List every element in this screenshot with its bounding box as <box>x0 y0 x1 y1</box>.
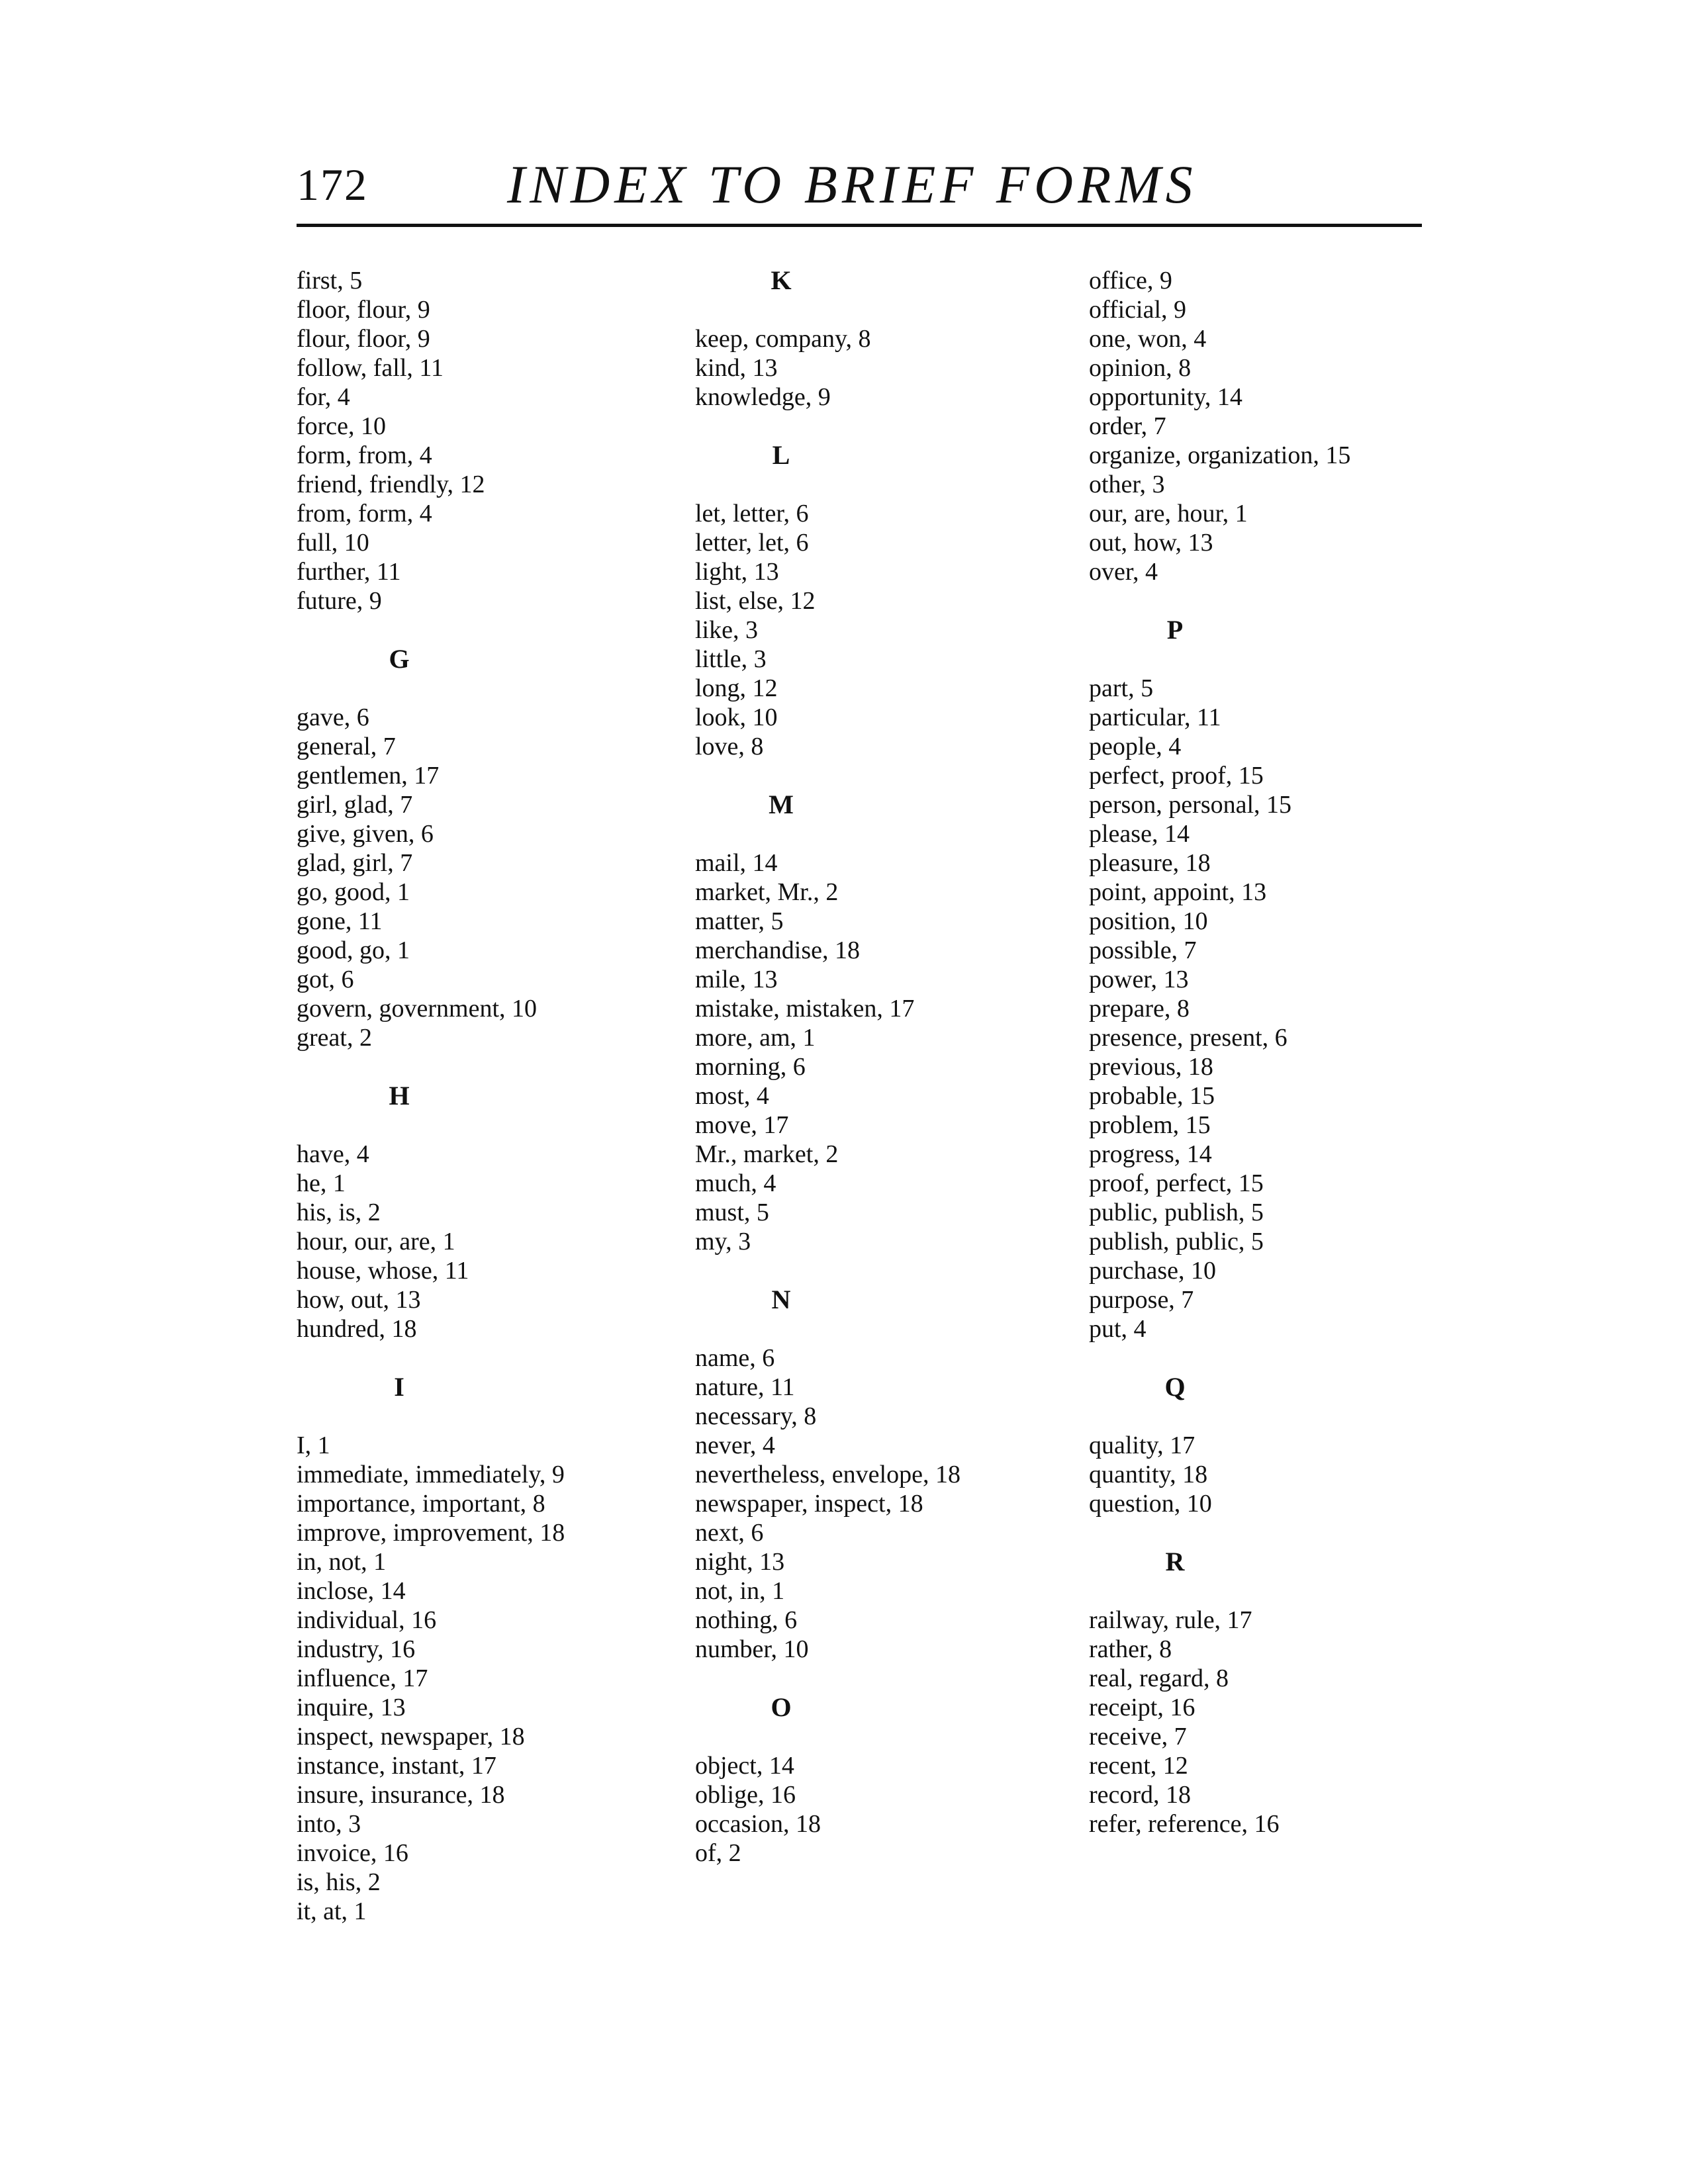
index-entry: market, Mr., 2 <box>695 878 839 906</box>
index-entry: girl, glad, 7 <box>297 791 413 819</box>
index-entry: receive, 7 <box>1089 1723 1187 1751</box>
index-entry: real, regard, 8 <box>1089 1664 1229 1692</box>
section-letter: H <box>389 1081 410 1111</box>
index-entry: how, out, 13 <box>297 1286 421 1314</box>
index-entry: object, 14 <box>695 1752 794 1780</box>
index-entry: receipt, 16 <box>1089 1694 1196 1721</box>
index-entry: proof, perfect, 15 <box>1089 1169 1264 1197</box>
index-entry: organize, organization, 15 <box>1089 441 1351 469</box>
index-entry: out, how, 13 <box>1089 529 1213 557</box>
index-entry: mistake, mistaken, 17 <box>695 995 915 1023</box>
index-entry: public, publish, 5 <box>1089 1199 1264 1226</box>
section-letter: O <box>771 1692 792 1722</box>
index-entry: move, 17 <box>695 1111 789 1139</box>
index-entry: particular, 11 <box>1089 704 1221 731</box>
index-entry: house, whose, 11 <box>297 1257 469 1285</box>
index-entry: friend, friendly, 12 <box>297 471 485 498</box>
index-entry: merchandise, 18 <box>695 936 861 964</box>
index-entry: kind, 13 <box>695 354 778 382</box>
index-entry: mile, 13 <box>695 966 778 993</box>
index-entry: opinion, 8 <box>1089 354 1192 382</box>
index-entry: immediate, immediately, 9 <box>297 1461 565 1488</box>
index-entry: official, 9 <box>1089 296 1187 324</box>
index-entry: importance, important, 8 <box>297 1490 545 1518</box>
index-entry: must, 5 <box>695 1199 769 1226</box>
index-entry: purchase, 10 <box>1089 1257 1217 1285</box>
index-entry: prepare, 8 <box>1089 995 1190 1023</box>
index-entry: look, 10 <box>695 704 778 731</box>
index-entry: inquire, 13 <box>297 1694 406 1721</box>
index-entry: give, given, 6 <box>297 820 434 848</box>
index-entry: improve, improvement, 18 <box>297 1519 565 1547</box>
section-letter: L <box>772 440 790 470</box>
index-entry: purpose, 7 <box>1089 1286 1194 1314</box>
index-entry: invoice, 16 <box>297 1839 408 1867</box>
index-entry: gave, 6 <box>297 704 369 731</box>
index-entry: put, 4 <box>1089 1315 1147 1343</box>
section-letter: K <box>771 265 792 295</box>
index-entry: my, 3 <box>695 1228 751 1255</box>
index-entry: our, are, hour, 1 <box>1089 500 1248 527</box>
index-entry: instance, instant, 17 <box>297 1752 496 1780</box>
index-entry: individual, 16 <box>297 1606 437 1634</box>
header-rule <box>297 224 1422 227</box>
index-entry: office, 9 <box>1089 267 1172 295</box>
index-entry: have, 4 <box>297 1140 369 1168</box>
index-entry: railway, rule, 17 <box>1089 1606 1252 1634</box>
index-entry: one, won, 4 <box>1089 325 1207 353</box>
index-entry: got, 6 <box>297 966 354 993</box>
index-entry: it, at, 1 <box>297 1897 367 1925</box>
index-entry: further, 11 <box>297 558 401 586</box>
index-entry: morning, 6 <box>695 1053 806 1081</box>
index-entry: night, 13 <box>695 1548 785 1576</box>
index-entry: much, 4 <box>695 1169 776 1197</box>
index-entry: long, 12 <box>695 674 778 702</box>
index-entry: not, in, 1 <box>695 1577 785 1605</box>
index-entry: letter, let, 6 <box>695 529 809 557</box>
index-entry: future, 9 <box>297 587 382 615</box>
index-entry: never, 4 <box>695 1432 775 1459</box>
index-entry: please, 14 <box>1089 820 1190 848</box>
index-entry: perfect, proof, 15 <box>1089 762 1264 790</box>
index-entry: nevertheless, envelope, 18 <box>695 1461 961 1488</box>
index-entry: matter, 5 <box>695 907 784 935</box>
index-entry: in, not, 1 <box>297 1548 387 1576</box>
index-column-2 <box>695 266 1105 1868</box>
index-entry: keep, company, 8 <box>695 325 871 353</box>
index-entry: presence, present, 6 <box>1089 1024 1288 1052</box>
index-entry: gentlemen, 17 <box>297 762 440 790</box>
index-entry: into, 3 <box>297 1810 361 1838</box>
index-entry: first, 5 <box>297 267 363 295</box>
index-entry: he, 1 <box>297 1169 346 1197</box>
index-entry: his, is, 2 <box>297 1199 381 1226</box>
page-title: INDEX TO BRIEF FORMS <box>507 154 1197 214</box>
index-entry: glad, girl, 7 <box>297 849 413 877</box>
index-entry: little, 3 <box>695 645 767 673</box>
index-entry: influence, 17 <box>297 1664 428 1692</box>
index-entry: pleasure, 18 <box>1089 849 1211 877</box>
index-entry: refer, reference, 16 <box>1089 1810 1280 1838</box>
index-entry: quantity, 18 <box>1089 1461 1208 1488</box>
index-entry: of, 2 <box>695 1839 741 1867</box>
index-entry: recent, 12 <box>1089 1752 1188 1780</box>
index-entry: knowledge, 9 <box>695 383 831 411</box>
index-entry: I, 1 <box>297 1432 330 1459</box>
section-letter: M <box>769 790 794 819</box>
index-entry: inspect, newspaper, 18 <box>297 1723 525 1751</box>
index-entry: more, am, 1 <box>695 1024 816 1052</box>
index-entry: is, his, 2 <box>297 1868 381 1896</box>
index-entry: full, 10 <box>297 529 369 557</box>
section-letter: Q <box>1164 1372 1186 1402</box>
index-entry: opportunity, 14 <box>1089 383 1243 411</box>
index-entry: industry, 16 <box>297 1635 416 1663</box>
index-entry: rather, 8 <box>1089 1635 1172 1663</box>
index-entry: part, 5 <box>1089 674 1154 702</box>
index-entry: oblige, 16 <box>695 1781 796 1809</box>
index-entry: probable, 15 <box>1089 1082 1215 1110</box>
index-entry: govern, government, 10 <box>297 995 538 1023</box>
index-entry: necessary, 8 <box>695 1402 817 1430</box>
index-entry: hour, our, are, 1 <box>297 1228 455 1255</box>
index-entry: Mr., market, 2 <box>695 1140 839 1168</box>
index-entry: progress, 14 <box>1089 1140 1212 1168</box>
page-number: 172 <box>297 159 368 210</box>
section-letter: R <box>1165 1547 1185 1576</box>
index-entry: form, from, 4 <box>297 441 432 469</box>
index-entry: follow, fall, 11 <box>297 354 444 382</box>
index-entry: newspaper, inspect, 18 <box>695 1490 923 1518</box>
index-entry: most, 4 <box>695 1082 769 1110</box>
index-entry: name, 6 <box>695 1344 775 1372</box>
index-entry: point, appoint, 13 <box>1089 878 1267 906</box>
index-entry: other, 3 <box>1089 471 1165 498</box>
index-entry: position, 10 <box>1089 907 1208 935</box>
section-letter: P <box>1166 615 1184 645</box>
index-entry: people, 4 <box>1089 733 1182 760</box>
index-entry: great, 2 <box>297 1024 372 1052</box>
index-column-1 <box>297 266 707 1926</box>
index-entry: over, 4 <box>1089 558 1158 586</box>
index-entry: love, 8 <box>695 733 764 760</box>
index-entry: general, 7 <box>297 733 396 760</box>
index-column-3 <box>1089 266 1499 1839</box>
index-entry: record, 18 <box>1089 1781 1192 1809</box>
index-entry: problem, 15 <box>1089 1111 1211 1139</box>
index-entry: nature, 11 <box>695 1373 795 1401</box>
index-entry: possible, 7 <box>1089 936 1197 964</box>
index-entry: from, form, 4 <box>297 500 432 527</box>
index-entry: mail, 14 <box>695 849 778 877</box>
index-entry: like, 3 <box>695 616 758 644</box>
index-entry: force, 10 <box>297 412 387 440</box>
index-entry: light, 13 <box>695 558 779 586</box>
index-entry: occasion, 18 <box>695 1810 821 1838</box>
index-entry: gone, 11 <box>297 907 383 935</box>
index-entry: flour, floor, 9 <box>297 325 430 353</box>
index-entry: quality, 17 <box>1089 1432 1196 1459</box>
index-entry: next, 6 <box>695 1519 764 1547</box>
index-entry: let, letter, 6 <box>695 500 809 527</box>
index-entry: question, 10 <box>1089 1490 1212 1518</box>
section-letter: G <box>389 644 410 674</box>
index-entry: power, 13 <box>1089 966 1189 993</box>
index-entry: number, 10 <box>695 1635 809 1663</box>
index-entry: inclose, 14 <box>297 1577 406 1605</box>
index-entry: good, go, 1 <box>297 936 410 964</box>
index-entry: order, 7 <box>1089 412 1166 440</box>
section-letter: I <box>394 1372 404 1402</box>
section-letter: N <box>771 1285 791 1314</box>
index-entry: person, personal, 15 <box>1089 791 1292 819</box>
index-entry: hundred, 18 <box>297 1315 417 1343</box>
index-entry: list, else, 12 <box>695 587 816 615</box>
index-entry: publish, public, 5 <box>1089 1228 1264 1255</box>
index-entry: insure, insurance, 18 <box>297 1781 505 1809</box>
index-entry: floor, flour, 9 <box>297 296 430 324</box>
index-entry: for, 4 <box>297 383 350 411</box>
index-entry: previous, 18 <box>1089 1053 1213 1081</box>
index-entry: nothing, 6 <box>695 1606 798 1634</box>
index-entry: go, good, 1 <box>297 878 410 906</box>
